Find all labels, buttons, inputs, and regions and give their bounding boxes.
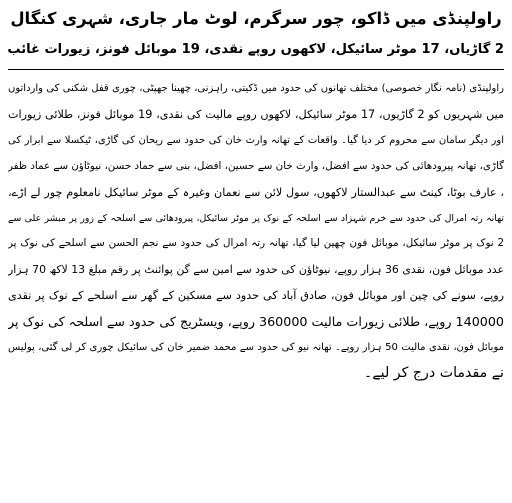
body-line: روپے، سونے کی چین اور موبائل فون، صادق آباد کی حدود سے مسکین کے گھر سے اسلحے کے نوک پر نقدی xyxy=(8,289,504,303)
body-line: اور دیگر سامان سے محروم کر دیا گیا۔ واقعات کے تھانہ وارث خان کی حدود سے ریحان کی گاڑی، ٹیکسلا سے ابرار کی xyxy=(8,134,504,146)
headline-sub: 2 گاڑیاں، 17 موٹر سائیکل، لاکھوں روپے نقدی، 19 موبائل فونز، زیورات غائب xyxy=(7,42,504,57)
body-line: عدد موبائل فون، نقدی 36 ہزار روپے، نیوٹاؤن کی حدود سے امین سے گن پوائنٹ پر رقم مبلغ 13 لاکھ 70 ہزار xyxy=(8,263,504,277)
body-line: 140000 روپے، طلائی زیورات مالیت 360000 روپے، ویسٹریج کی حدود سے اسلحہ کی نوک پر xyxy=(8,314,504,330)
body-line: میں شہریوں کو 2 گاڑیوں، 17 موٹر سائیکل، لاکھوں روپے مالیت کی نقدی، 19 موبائل فونز، طلائی زیورات xyxy=(8,107,504,121)
body-line: ، عارف بوٹا، کینٹ سے عبدالستار لاکھوں، سول لائن سے نعمان وغیرہ کے موٹر سائیکل نامعلوم چور لے اڑے، xyxy=(8,185,504,199)
body-line: گاڑی، تھانہ پیرودھائی کی حدود سے افضل، وارث خان سے حسین، افضل، بنی سے حماد حسن، نیوٹاؤن سے عماد ظفر xyxy=(8,159,504,172)
headline-main: راولپنڈی میں ڈاکو، چور سرگرم، لوٹ مار جاری، شہری کنگال xyxy=(10,9,502,28)
article-body xyxy=(8,76,504,387)
body-line: 2 نوک پر موٹر سائیکل، موبائل فون چھین لیا گیا، تھانہ رتہ امرال کی حدود سے نجم الحسن سے اسلحے کی نوک پر xyxy=(8,237,504,250)
body-line: موبائل فون، نقدی مالیت 50 ہزار روپے۔ تھانہ نیو کی حدود سے محمد ضمیر خان کی سائیکل چوری کر لی گئی، پولیس xyxy=(8,342,504,354)
body-line: تھانہ رتہ امرال کی حدود سے خرم شہزاد سے اسلحہ کے نوک پر موٹر سائیکل، پیرودھائی سے اسلحہ کے زور پر مبشر علی سے xyxy=(8,212,504,224)
body-line: نے مقدمات درج کر لیے۔ xyxy=(364,364,504,381)
headline-divider xyxy=(8,69,504,70)
body-line: راولپنڈی (نامہ نگار خصوصی) مختلف تھانوں کی حدود میں ڈکیتی، راہزنی، چھینا جھپٹی، چوری قفل شکنی کی وارداتوں xyxy=(8,83,504,94)
